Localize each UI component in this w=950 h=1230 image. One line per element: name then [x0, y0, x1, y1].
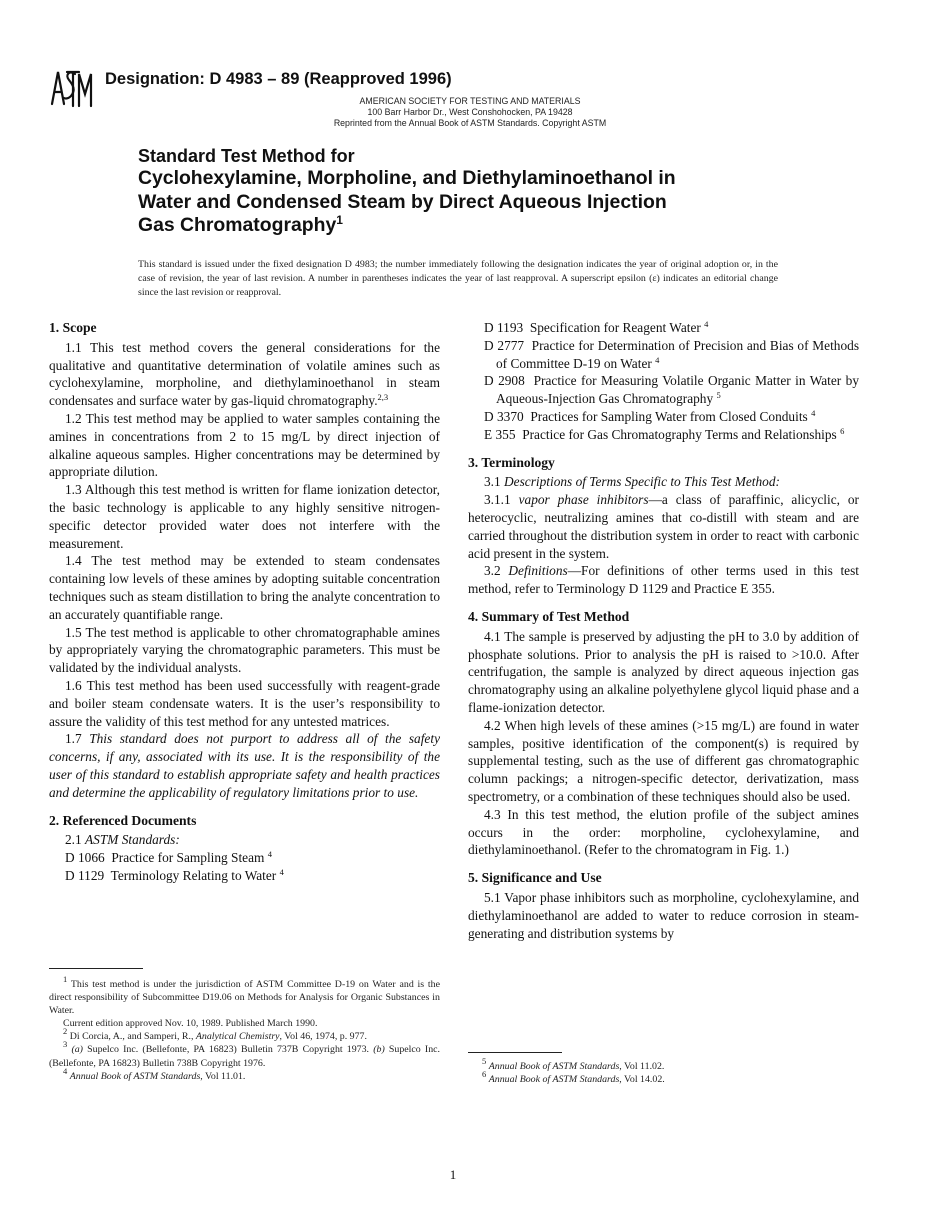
footnote-6 — [468, 1069, 859, 1086]
left-column — [49, 319, 440, 885]
paragraph-number: 1.7 — [65, 731, 82, 747]
reference-code: D 1066 — [65, 850, 105, 866]
section-heading-referenced: 2. Referenced Documents — [49, 812, 197, 828]
footnote-mark: 4 — [704, 319, 709, 329]
reference-code: D 1129 — [65, 867, 105, 883]
paragraph-number: 3.2 — [484, 563, 501, 579]
reference-item — [49, 849, 440, 867]
section-heading-terminology: 3. Terminology — [468, 454, 555, 470]
subsection-number: 2.1 — [65, 832, 82, 848]
footnote-text: This test method is under the jurisdiction of ASTM Committee D-19 on Water and is the direct responsibility of Subcommittee D19.06 on Methods for Analysis for Organic Substances in Water. — [49, 979, 441, 1017]
title-line — [138, 214, 838, 238]
section-heading-significance: 5. Significance and Use — [468, 870, 602, 886]
footnote-number: 2 — [63, 1026, 68, 1037]
footnote-mark: 4 — [811, 407, 816, 418]
reprint-note: Reprinted from the Annual Book of ASTM Standards. Copyright ASTM — [333, 118, 607, 129]
footnote-text: Supelco Inc. (Bellefonte, PA 16823) Bulletin 738B Copyright 1976. — [49, 1044, 440, 1069]
section-heading-scope: 1. Scope — [49, 320, 97, 335]
reference-item — [468, 337, 859, 373]
paragraph-text: 1.1 This test method covers the general considerations for the qualitative and quantitative determination of volatile amines such as cyclohexylamine, morpholine, and diethylaminoethanol in steam condensates and surface water by gas-liquid chromatography. — [49, 339, 440, 409]
paragraph-1-5: 1.5 The test method is applicable to other chromatographable amines by appropriately varying the chromatographic parameters. This must be validated by the individual analysts. — [49, 624, 440, 676]
footnote-mark: 2,3 — [377, 392, 389, 403]
reference-item — [468, 426, 859, 444]
paragraph-3-1 — [468, 473, 859, 491]
designation: Designation: D 4983 – 89 (Reapproved 1996) — [105, 70, 452, 88]
subsection-2-1 — [49, 831, 440, 849]
footnote-number: 5 — [482, 1056, 487, 1066]
reference-item — [468, 372, 859, 408]
paragraph-1-6: 1.6 This test method has been used successfully with reagent-grade and boiler steam condensate waters. It is the user’s responsibility to assure the validity of this test method for any untested matrices. — [49, 677, 440, 729]
reference-title: Terminology Relating to Water — [110, 867, 277, 883]
paragraph-1-3: 1.3 Although this test method is written for flame ionization detector, the basic technology is applicable to any highly sensitive nitrogen-specific detector provided water does not interfere with the measurement. — [49, 482, 440, 551]
footnote-label: (b) — [373, 1044, 385, 1056]
footnote-mark: 4 — [655, 354, 660, 365]
title-line: Water and Condensed Steam by Direct Aqueous Injection — [138, 190, 667, 213]
reference-code: D 3370 — [484, 408, 524, 424]
footnote-text: Di Corcia, A., and Samperi, R., — [69, 1031, 194, 1043]
footnote-number: 1 — [63, 974, 68, 984]
reference-title: Practice for Sampling Steam — [111, 850, 265, 866]
footnote-text: , Vol 46, 1974, p. 977. — [279, 1031, 367, 1043]
paragraph-1-2: 1.2 This test method may be applied to water samples containing the amines in concentrations from 2 to 15 mg/L by direct injection of alkaline aqueous samples. Higher concentrations may be determined by appropriate dilution. — [49, 410, 440, 480]
reference-item — [468, 408, 859, 426]
footnote-5 — [468, 1056, 859, 1073]
paragraph-1-1 — [49, 339, 440, 410]
title-prefix: Standard Test Method for — [138, 146, 355, 166]
footnote-mark: 6 — [840, 425, 845, 436]
paragraph-5-1: 5.1 Vapor phase inhibitors such as morpholine, cyclohexylamine, and diethylaminoethanol are added to water to reduce corrosion in steam-generating and distribution systems by — [468, 889, 859, 941]
subsection-label: ASTM Standards: — [85, 832, 180, 848]
footnote-number: 6 — [482, 1069, 487, 1080]
paragraph-3-1-1 — [468, 491, 859, 562]
book-title: Annual Book of ASTM Standards — [488, 1074, 620, 1086]
footnote-text: Supelco Inc. (Bellefonte, PA 16823) Bulletin 737B Copyright 1973. — [87, 1044, 370, 1056]
reference-item — [49, 867, 440, 885]
title-line-text: Gas Chromatography — [138, 214, 337, 237]
footnote-divider — [49, 968, 143, 969]
paragraph-1-4: 1.4 The test method may be extended to steam condensates containing low levels of these amines by adopting suitable concentration techniques such as steam distillation to bring the analyte concentration to an accurately quantifiable range. — [49, 553, 440, 622]
definition-text: —For definitions of other terms used in this test method, refer to Terminology D 1129 and Practice E 355. — [468, 563, 859, 597]
footnote-1-edition: Current edition approved Nov. 10, 1989. Published March 1990. — [63, 1018, 318, 1030]
reference-title: Practices for Sampling Water from Closed Conduits — [530, 408, 808, 424]
footnote-text: , Vol 11.02. — [619, 1061, 665, 1072]
reference-code: D 2908 — [484, 373, 525, 389]
footnote-number: 4 — [63, 1065, 68, 1076]
footnote-divider — [468, 1052, 562, 1053]
reference-title: Practice for Gas Chromatography Terms and Relationships — [522, 426, 837, 442]
footnotes-right — [468, 1056, 859, 1086]
subsection-label: Descriptions of Terms Specific to This Test Method: — [504, 474, 780, 490]
paragraph-3-2 — [468, 562, 859, 598]
definition-text: —a class of paraffinic, alicyclic, or heterocyclic, neutralizing amines that co-distill with steam and are carried throughout the distribution system in order to react with carbonic acid present in the system. — [468, 492, 859, 561]
footnote-text: , Vol 14.02. — [619, 1074, 665, 1086]
book-title: Annual Book of ASTM Standards — [488, 1061, 620, 1072]
paragraph-4-3: 4.3 In this test method, the elution profile of the subject amines occurs in the order: morpholine, cyclohexylamine, and diethylaminoethanol. (Refer to the chromatogram in Fig. 1.) — [468, 806, 859, 858]
safety-caveat: This standard does not purport to address all of the safety concerns, if any, associated with its use. It is the responsibility of the user of this standard to establish appropriate safety and health practices and determine the applicability of regulatory limitations prior to use. — [49, 731, 440, 800]
reference-code: D 2777 — [484, 337, 525, 353]
paragraph-4-2: 4.2 When high levels of these amines (>15 mg/L) are found in water samples, positive identification of the component(s) is required by supplemental testing, such as the use of different gas chromatographic column packings; a nitrogen-specific detector, derivatization, mass spectrometry, or a combination of these techniques should also be used. — [468, 717, 859, 804]
reference-title: Practice for Determination of Precision and Bias of Methods of Committee D-19 on Water — [496, 337, 860, 371]
paragraph-1-7 — [49, 730, 440, 801]
document-title — [138, 145, 838, 238]
reference-code: E 355 — [484, 426, 516, 442]
footnote-mark: 5 — [716, 390, 721, 401]
defined-term: vapor phase inhibitors — [518, 492, 649, 508]
title-footnote-mark: 1 — [336, 213, 343, 228]
footnote-4 — [49, 1065, 440, 1083]
reference-title: Practice for Measuring Volatile Organic Matter in Water by Aqueous-Injection Gas Chromatography — [496, 373, 859, 407]
defined-term: Definitions — [508, 563, 568, 579]
reference-code: D 1193 — [484, 320, 524, 335]
footnote-2 — [49, 1026, 440, 1043]
publisher-block — [300, 96, 640, 130]
journal-title: Analytical Chemistry — [195, 1031, 280, 1043]
right-column — [468, 319, 859, 942]
astm-logo — [48, 66, 96, 110]
publisher-address: 100 Barr Harbor Dr., West Conshohocken, PA 19428 — [367, 107, 573, 118]
title-line: Cyclohexylamine, Morpholine, and Diethylaminoethanol in — [138, 167, 676, 189]
footnote-label: (a) — [71, 1044, 83, 1056]
book-title: Annual Book of ASTM Standards — [69, 1070, 201, 1082]
reference-title: Specification for Reagent Water — [529, 320, 701, 335]
footnotes-left — [49, 974, 441, 1083]
footnote-text: , Vol 11.01. — [200, 1070, 246, 1082]
footnote-number: 3 — [63, 1039, 68, 1050]
publisher-name: AMERICAN SOCIETY FOR TESTING AND MATERIALS — [359, 96, 581, 106]
footnote-1 — [49, 974, 441, 1017]
paragraph-number: 3.1.1 — [484, 492, 511, 508]
footnote-mark: 4 — [279, 866, 284, 877]
issue-note: This standard is issued under the fixed designation D 4983; the number immediately following the designation indicates the year of original adoption or, in the case of revision, the year of last revision. A number in parentheses indicates the year of last reapproval. A superscript epsilon (ε) indicates an editorial change since the last revision or reapproval. — [138, 259, 778, 299]
page-number: 1 — [449, 1167, 457, 1182]
footnote-mark: 4 — [267, 849, 272, 860]
paragraph-4-1: 4.1 The sample is preserved by adjusting the pH to 3.0 by addition of phosphate solutions. Prior to analysis the pH is raised to >10.0. After centrifugation, the sample is analyzed by direct aqueous injection gas chromatography using an alkaline polyethylene glycol liquid phase and a flame-ionization detector. — [468, 628, 859, 715]
reference-item — [468, 319, 859, 337]
footnote-3 — [49, 1039, 440, 1069]
section-heading-summary: 4. Summary of Test Method — [468, 608, 630, 624]
paragraph-number: 3.1 — [484, 474, 501, 490]
